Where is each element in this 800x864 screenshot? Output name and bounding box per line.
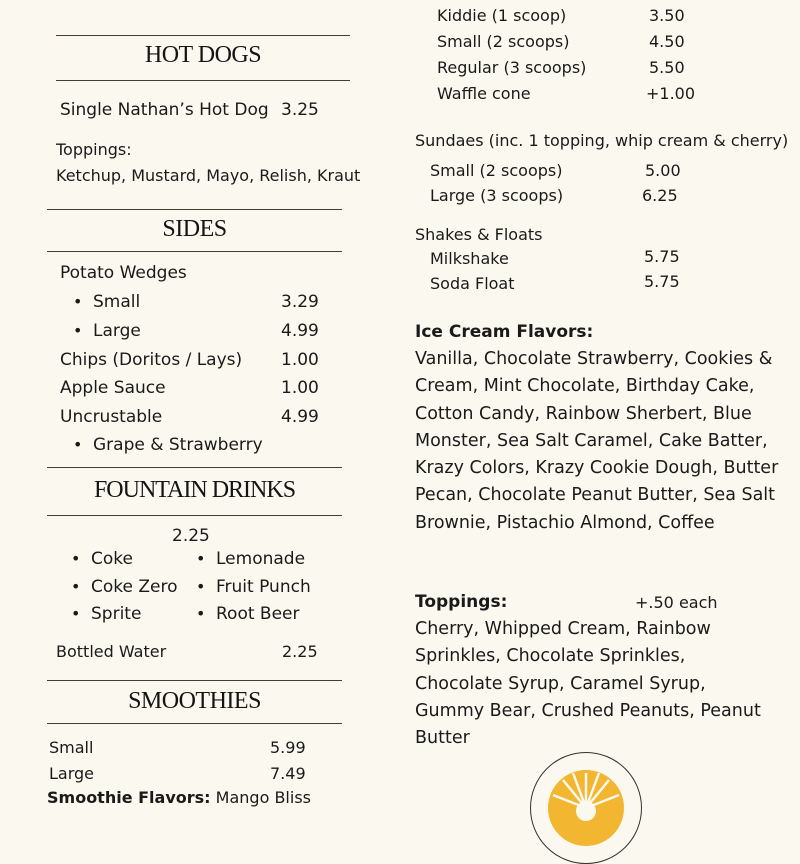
ice-cream-flavors-label: Ice Cream Flavors: [415,322,594,342]
drink-item: • Lemonade [216,549,305,569]
drinks-price: 2.25 [172,526,210,546]
section-heading-fountain-drinks: FOUNTAIN DRINKS [93,477,296,503]
item-price: 2.25 [282,642,318,661]
shakes-label: Shakes & Floats [415,225,543,244]
sundaes-label: Sundaes (inc. 1 topping, whip cream & cherry) [415,131,789,150]
smoothie-flavors-label: Smoothie Flavors: [47,788,211,807]
divider [47,209,342,210]
drink-item: • Coke [91,549,133,569]
item-name: Chips (Doritos / Lays) [60,350,243,370]
item-price: 4.50 [649,32,685,51]
divider [47,515,342,516]
section-heading-sides: SIDES [162,216,227,242]
item-name: Apple Sauce [60,378,166,398]
item-price: 5.50 [649,58,685,77]
item-name: Uncrustable [60,407,163,427]
divider [56,35,350,36]
item-name: Small [49,738,94,757]
item-name: • Grape & Strawberry [93,435,263,455]
drink-item: • Sprite [91,604,141,624]
item-name: Regular (3 scoops) [437,58,587,77]
section-heading-hot-dogs: HOT DOGS [144,42,262,68]
sun-logo-icon [530,752,642,864]
item-name: • Small [93,292,140,312]
item-price: 3.25 [281,100,319,120]
item-name: • Large [93,321,141,341]
item-price: 5.00 [645,161,681,180]
item-price: 3.50 [649,6,685,25]
toppings-price: +.50 each [635,593,718,612]
item-price: 1.00 [281,350,319,370]
item-price: 7.49 [270,764,306,783]
item-price: 4.99 [281,407,319,427]
item-name: Single Nathan’s Hot Dog [60,100,269,120]
item-name: Large (3 scoops) [430,186,564,205]
item-price: 1.00 [281,378,319,398]
item-name: Potato Wedges [60,263,187,283]
item-price: 5.75 [644,272,680,291]
item-price: 6.25 [642,186,678,205]
drink-item: • Fruit Punch [216,577,311,597]
item-name: Bottled Water [56,642,167,661]
toppings-label: Toppings: [56,140,132,159]
drink-item: • Root Beer [216,604,300,624]
item-price: 4.99 [281,321,319,341]
divider [47,680,342,681]
item-price: 3.29 [281,292,319,312]
item-price: 5.75 [644,247,680,266]
smoothie-flavors-list: Mango Bliss [215,788,311,807]
smoothie-flavors [47,788,311,807]
toppings-list: Cherry, Whipped Cream, Rainbow Sprinkles, Chocolate Sprinkles, Chocolate Syrup, Caramel Syrup, Gummy Bear, Crushed Peanuts, Peanut Butter [415,619,761,749]
divider [47,467,342,468]
item-name: Milkshake [430,249,509,268]
item-name: Small (2 scoops) [437,32,570,51]
ice-cream-flavors-list: Vanilla, Chocolate Strawberry, Cookies & Cream, Mint Chocolate, Birthday Cake, Cotton Candy, Rainbow Sherbert, Blue Monster, Sea Salt Caramel, Cake Batter, Krazy Colors, Krazy Cookie Dough, Butter Pecan, Chocolate Peanut Butter, Sea Salt Brownie, Pistachio Almond, Coffee [415,349,779,533]
toppings-label: Toppings: [415,592,508,612]
toppings-list: Ketchup, Mustard, Mayo, Relish, Kraut [56,166,361,185]
drink-item: • Coke Zero [91,577,178,597]
divider [47,251,342,252]
item-name: Soda Float [430,274,515,293]
item-name: Small (2 scoops) [430,161,563,180]
divider [47,723,342,724]
item-price: 5.99 [270,738,306,757]
divider [56,80,350,81]
item-name: Large [49,764,95,783]
item-name: Waffle cone [437,84,531,103]
section-heading-smoothies: SMOOTHIES [128,688,261,714]
item-price: +1.00 [646,84,696,103]
item-name: Kiddie (1 scoop) [437,6,567,25]
